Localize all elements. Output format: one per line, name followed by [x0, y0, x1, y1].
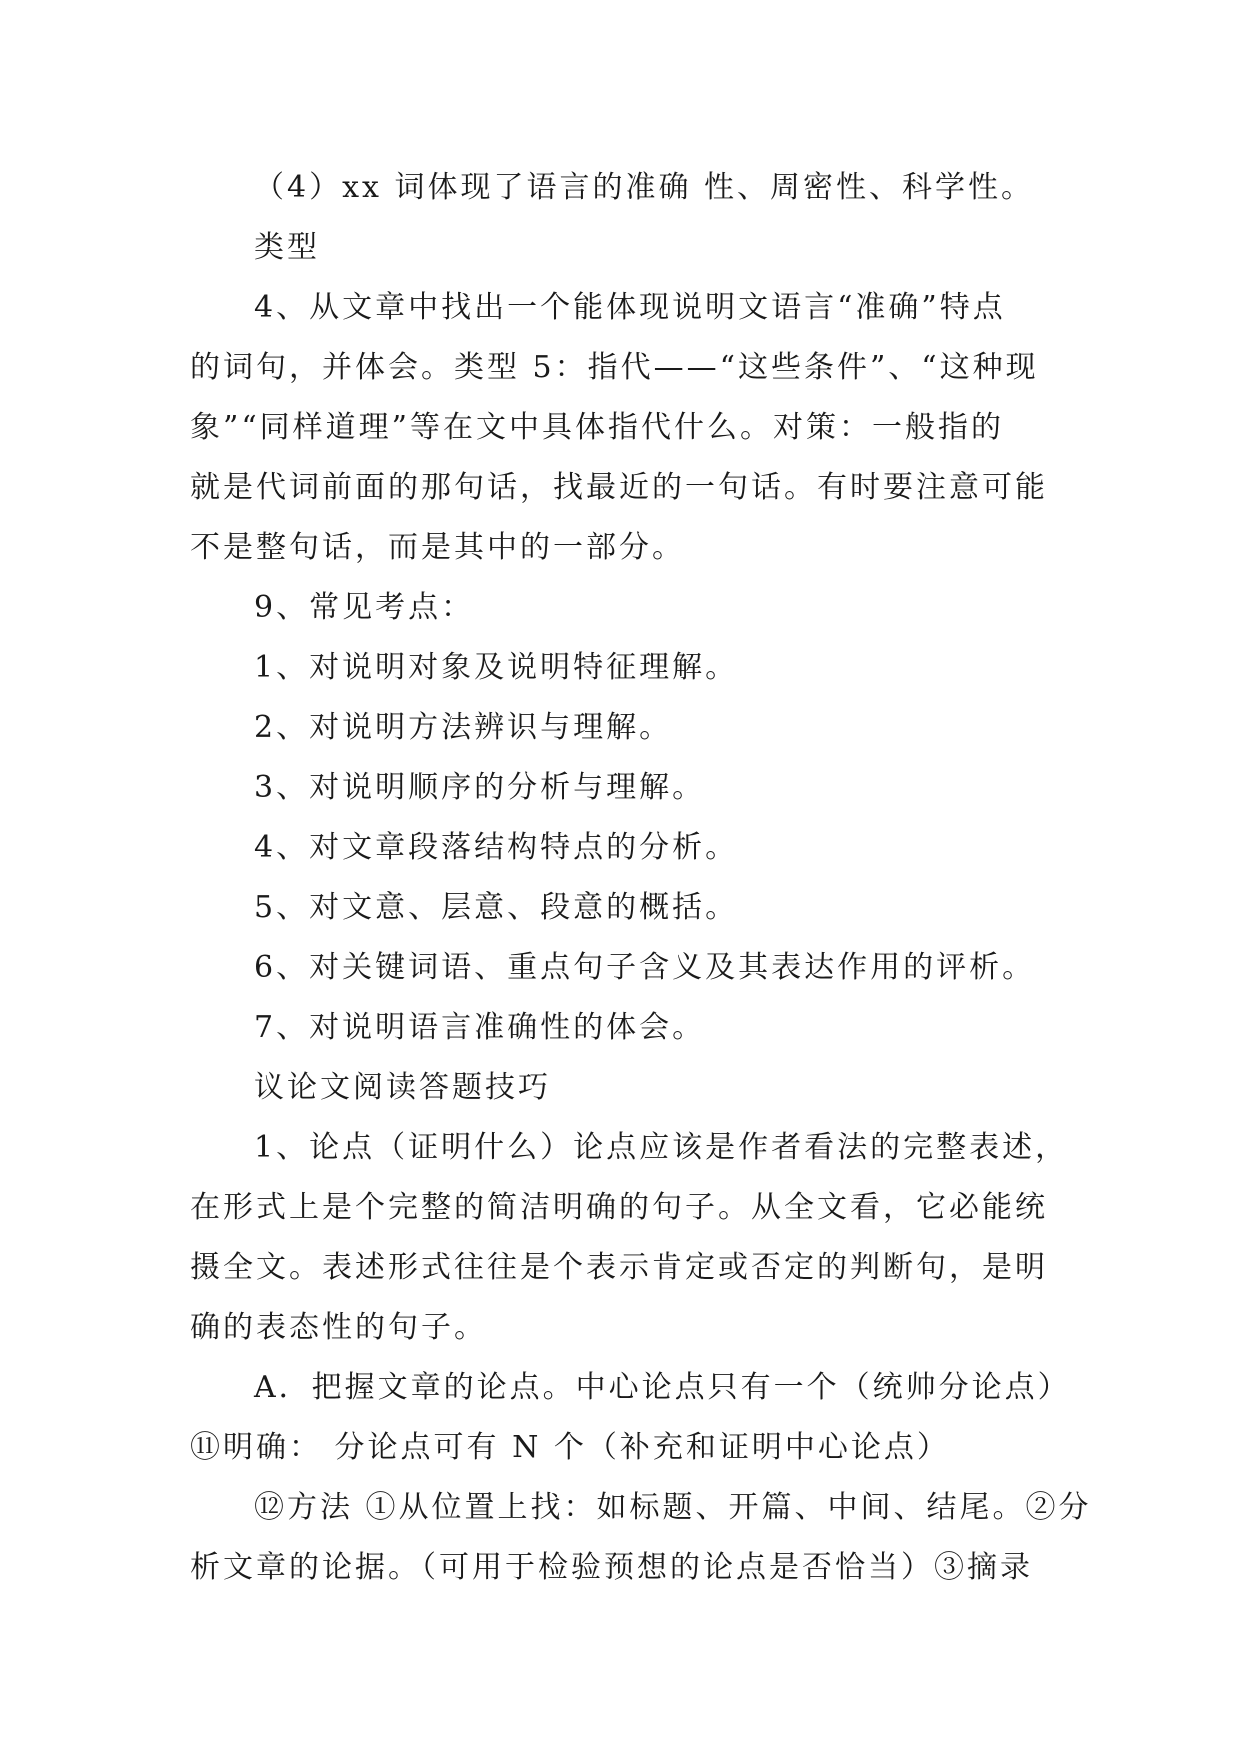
text-line: A．把握文章的论点。中心论点只有一个（统帅分论点） [254, 1370, 1071, 1405]
text-line: 4、从文章中找出一个能体现说明文语言“准确”特点 [254, 290, 1006, 325]
paragraph-language-accuracy: （4）xx 词体现了语言的准确 性、周密性、科学性。 [254, 170, 1034, 205]
list-item: 5、对文意、层意、段意的概括。 [254, 890, 739, 925]
text-line: 摄全文。表述形式往往是个表示肯定或否定的判断句，是明 [190, 1250, 1048, 1285]
text-line: 不是整句话，而是其中的一部分。 [190, 530, 685, 565]
list-item: 1、对说明对象及说明特征理解。 [254, 650, 739, 685]
list-item: 3、对说明顺序的分析与理解。 [254, 770, 706, 805]
paragraph-method [190, 1478, 1092, 1598]
list-item: 2、对说明方法辨识与理解。 [254, 710, 673, 745]
text-line: 确的表态性的句子。 [190, 1310, 487, 1345]
paragraph-common-points-heading: 9、常见考点： [254, 590, 475, 625]
text-line: 1、论点（证明什么）论点应该是作者看法的完整表述， [254, 1130, 1069, 1165]
document-body [190, 158, 1092, 1598]
text-line: 就是代词前面的那句话，找最近的一句话。有时要注意可能 [190, 470, 1048, 505]
text-line: 象”“同样道理”等在文中具体指代什么。对策：一般指的 [190, 410, 1005, 445]
text-line: ⑪明确： 分论点可有 N 个（补充和证明中心论点） [190, 1430, 950, 1465]
section-heading-argumentative: 议论文阅读答题技巧 [254, 1070, 551, 1105]
paragraph-grasp-thesis [190, 1358, 1071, 1478]
list-item: 4、对文章段落结构特点的分析。 [254, 830, 739, 865]
text-line: 的词句，并体会。类型 5：指代——“这些条件”、“这种现 [190, 350, 1039, 385]
paragraph-type-4-5 [190, 278, 1052, 578]
paragraph-thesis [190, 1118, 1069, 1358]
list-item: 6、对关键词语、重点句子含义及其表达作用的评析。 [254, 950, 1036, 985]
list-item: 7、对说明语言准确性的体会。 [254, 1010, 706, 1045]
text-line: 析文章的论据。（可用于检验预想的论点是否恰当）③摘录 [190, 1550, 1033, 1585]
paragraph-type-heading: 类型 [254, 230, 320, 265]
text-line: 在形式上是个完整的简洁明确的句子。从全文看，它必能统 [190, 1190, 1048, 1225]
text-line: ⑫方法 ①从位置上找：如标题、开篇、中间、结尾。②分 [254, 1490, 1092, 1525]
